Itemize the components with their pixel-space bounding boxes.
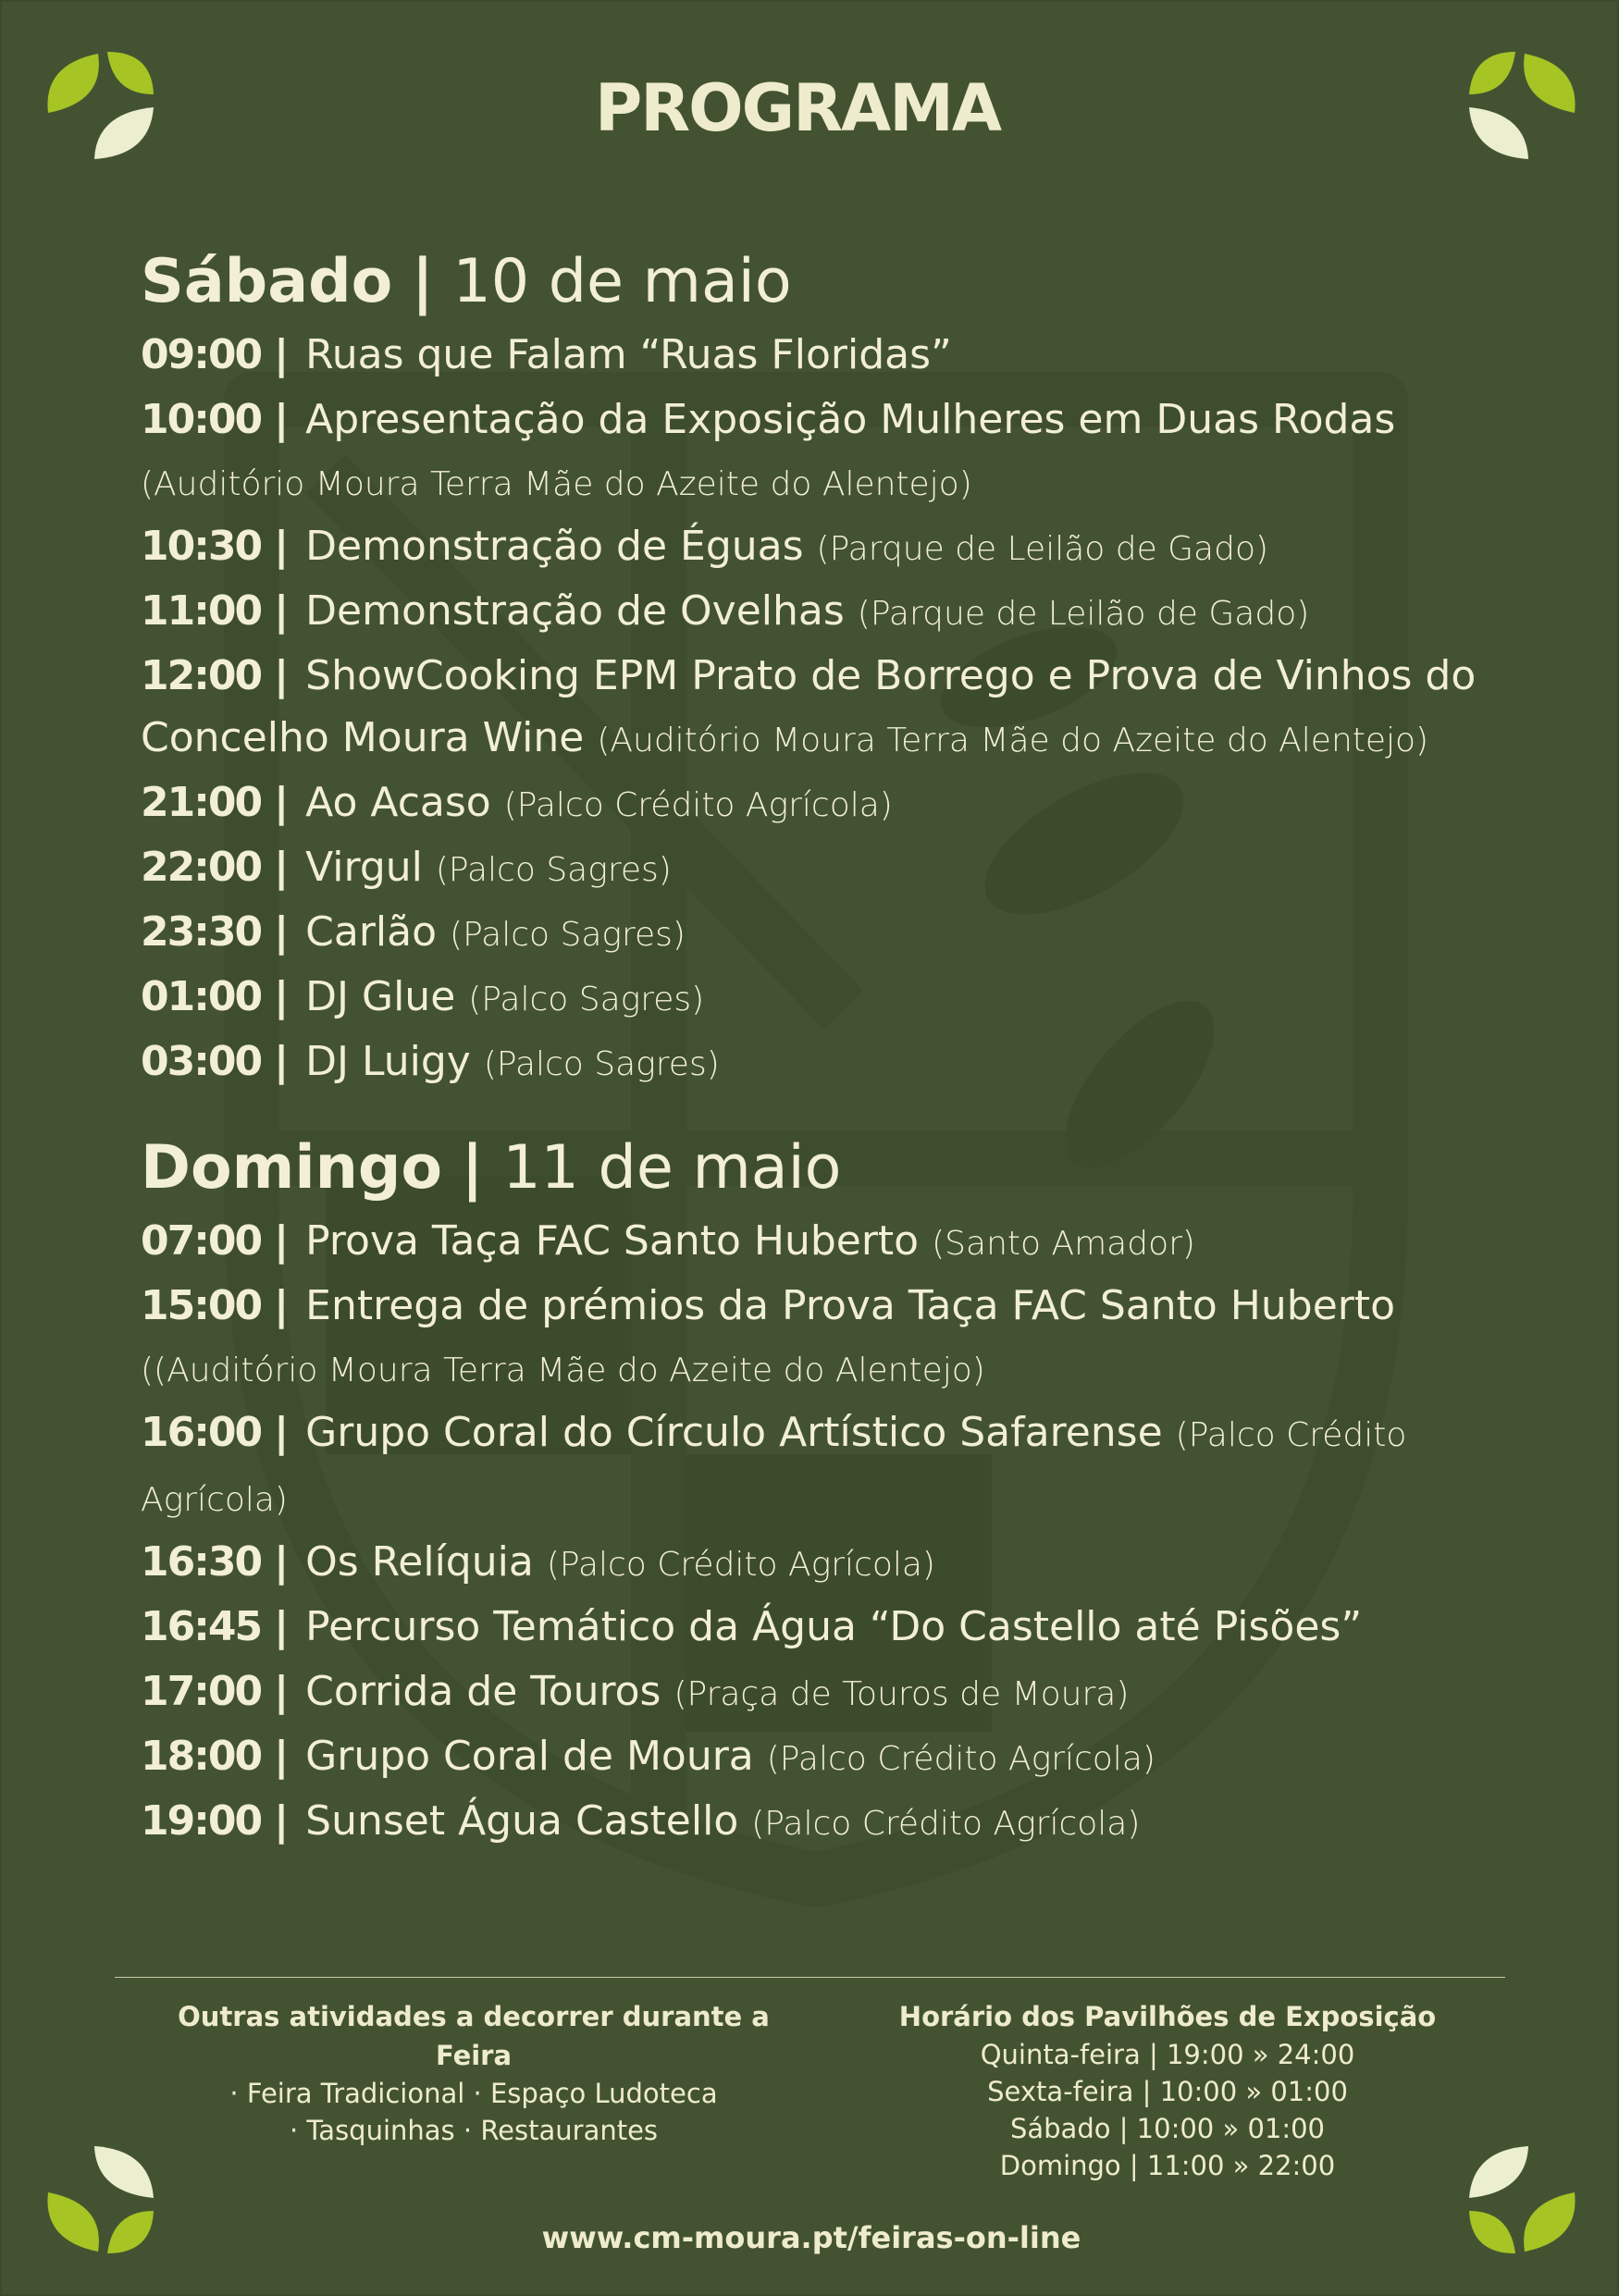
event-time: 18:00 xyxy=(141,1733,262,1780)
event-time: 15:00 xyxy=(141,1282,262,1329)
other-activities-line: · Tasquinhas · Restaurantes xyxy=(289,2115,659,2146)
event-venue: (Palco Crédito Agrícola) xyxy=(141,1416,1407,1519)
event-title: Virgul xyxy=(305,844,423,891)
time-separator: | xyxy=(274,587,290,635)
event-title: Demonstração de Ovelhas xyxy=(305,587,845,635)
event-time: 22:00 xyxy=(141,844,262,891)
time-separator: | xyxy=(274,1668,290,1715)
event-title: Corrida de Touros xyxy=(305,1668,661,1715)
other-activities-heading: Outras atividades a decorrer durante a Feira xyxy=(178,2001,770,2071)
schedule-entry xyxy=(141,645,1510,772)
event-title: Grupo Coral de Moura xyxy=(305,1733,754,1780)
time-separator: | xyxy=(274,844,290,891)
day-separator: | xyxy=(461,1133,484,1203)
event-venue: (Palco Sagres) xyxy=(483,1045,720,1083)
event-venue: (Palco Sagres) xyxy=(450,916,686,954)
schedule-entry xyxy=(141,901,1510,966)
event-time: 09:00 xyxy=(141,331,262,378)
event-title: DJ Luigy xyxy=(305,1038,471,1085)
time-separator: | xyxy=(274,1282,290,1329)
event-venue: (Parque de Leilão de Gado) xyxy=(857,595,1310,633)
day-heading xyxy=(141,241,1510,324)
event-title: DJ Glue xyxy=(305,973,456,1020)
event-title: Os Relíquia xyxy=(305,1538,534,1586)
day-separator: | xyxy=(411,247,434,316)
pavilion-hours-heading: Horário dos Pavilhões de Exposição xyxy=(898,2001,1437,2032)
schedule-entry xyxy=(141,1725,1510,1790)
schedule-entry xyxy=(141,1790,1510,1855)
schedule-entry xyxy=(141,1401,1510,1531)
event-title: Prova Taça FAC Santo Huberto xyxy=(305,1217,920,1265)
event-venue: (Palco Sagres) xyxy=(435,851,672,889)
schedule-entry xyxy=(141,1275,1510,1401)
schedule-entry xyxy=(141,389,1510,515)
event-venue: (Palco Crédito Agrícola) xyxy=(503,786,893,824)
schedule-entry xyxy=(141,324,1510,389)
time-separator: | xyxy=(274,973,290,1020)
schedule-entry xyxy=(141,1210,1510,1275)
event-title: Sunset Água Castello xyxy=(305,1797,739,1845)
schedule-entry xyxy=(141,1660,1510,1725)
schedule-entry xyxy=(141,836,1510,901)
pavilion-hours-line: Sexta-feira | 10:00 » 01:00 xyxy=(987,2076,1348,2107)
event-venue: (Parque de Leilão de Gado) xyxy=(816,530,1269,568)
schedule-entry xyxy=(141,1596,1510,1660)
other-activities-line: · Feira Tradicional · Espaço Ludoteca xyxy=(229,2078,718,2109)
time-separator: | xyxy=(274,1538,290,1586)
event-venue: (Auditório Moura Terra Mãe do Azeite do Alentejo) xyxy=(141,465,972,503)
event-venue: (Praça de Touros de Moura) xyxy=(674,1675,1130,1713)
time-separator: | xyxy=(274,1603,290,1650)
day-date: 11 de maio xyxy=(502,1133,842,1203)
pavilion-hours-line: Quinta-feira | 19:00 » 24:00 xyxy=(980,2039,1355,2070)
event-time: 07:00 xyxy=(141,1217,262,1265)
event-venue: (Palco Crédito Agrícola) xyxy=(766,1740,1156,1778)
time-separator: | xyxy=(274,652,290,699)
time-separator: | xyxy=(274,331,290,378)
time-separator: | xyxy=(274,523,290,570)
event-time: 11:00 xyxy=(141,587,262,635)
time-separator: | xyxy=(274,1733,290,1780)
schedule xyxy=(141,241,1510,1855)
event-venue: (Auditório Moura Terra Mãe do Azeite do Alentejo) xyxy=(597,722,1429,759)
event-time: 17:00 xyxy=(141,1668,262,1715)
event-venue: (Palco Crédito Agrícola) xyxy=(546,1546,935,1584)
event-title: Ruas que Falam “Ruas Floridas” xyxy=(305,331,952,378)
schedule-entry xyxy=(141,515,1510,580)
other-activities xyxy=(150,1997,797,2149)
time-separator: | xyxy=(274,779,290,826)
event-venue: (Palco Sagres) xyxy=(468,981,705,1018)
event-time: 10:30 xyxy=(141,523,262,570)
event-time: 23:30 xyxy=(141,908,262,956)
event-time: 16:30 xyxy=(141,1538,262,1586)
time-separator: | xyxy=(274,396,290,443)
day-block-sabado xyxy=(141,241,1510,1095)
event-time: 21:00 xyxy=(141,779,262,826)
event-time: 10:00 xyxy=(141,396,262,443)
event-venue: (Palco Crédito Agrícola) xyxy=(751,1805,1141,1843)
page-title: PROGRAMA xyxy=(594,70,1001,146)
time-separator: | xyxy=(274,1038,290,1085)
time-separator: | xyxy=(274,1409,290,1456)
event-title: Carlão xyxy=(305,908,438,956)
website-link[interactable]: www.cm-moura.pt/feiras-on-line xyxy=(541,2220,1081,2255)
schedule-entry xyxy=(141,772,1510,836)
event-time: 01:00 xyxy=(141,973,262,1020)
event-title: Entrega de prémios da Prova Taça FAC Santo Huberto xyxy=(305,1282,1396,1329)
event-time: 12:00 xyxy=(141,652,262,699)
event-title: ShowCooking EPM Prato de Borrego e Prova de Vinhos do Concelho Moura Wine xyxy=(141,652,1477,761)
footer-divider xyxy=(115,1977,1505,1978)
schedule-entry xyxy=(141,1531,1510,1596)
event-time: 16:00 xyxy=(141,1409,262,1456)
day-block-domingo xyxy=(141,1127,1510,1855)
event-time: 03:00 xyxy=(141,1038,262,1085)
event-title: Apresentação da Exposição Mulheres em Duas Rodas xyxy=(305,396,1396,443)
event-title: Grupo Coral do Círculo Artístico Safarense xyxy=(305,1409,1163,1456)
event-title: Ao Acaso xyxy=(305,779,491,826)
day-heading xyxy=(141,1127,1510,1210)
event-venue: (Santo Amador) xyxy=(932,1225,1195,1263)
event-time: 19:00 xyxy=(141,1797,262,1845)
schedule-entry xyxy=(141,580,1510,645)
schedule-entry xyxy=(141,966,1510,1031)
day-name: Domingo xyxy=(141,1133,443,1203)
day-date: 10 de maio xyxy=(452,247,792,316)
time-separator: | xyxy=(274,908,290,956)
pavilion-hours-line: Sábado | 10:00 » 01:00 xyxy=(1009,2113,1326,2144)
event-venue: ((Auditório Moura Terra Mãe do Azeite do Alentejo) xyxy=(141,1352,985,1389)
pavilion-hours-line: Domingo | 11:00 » 22:00 xyxy=(999,2150,1336,2181)
time-separator: | xyxy=(274,1217,290,1265)
schedule-entry xyxy=(141,1031,1510,1095)
event-time: 16:45 xyxy=(141,1603,262,1650)
day-name: Sábado xyxy=(141,247,393,316)
time-separator: | xyxy=(274,1797,290,1845)
event-title: Demonstração de Éguas xyxy=(305,523,804,570)
pavilion-hours xyxy=(871,1997,1464,2184)
event-title: Percurso Temático da Água “Do Castello até Pisões” xyxy=(305,1603,1363,1650)
